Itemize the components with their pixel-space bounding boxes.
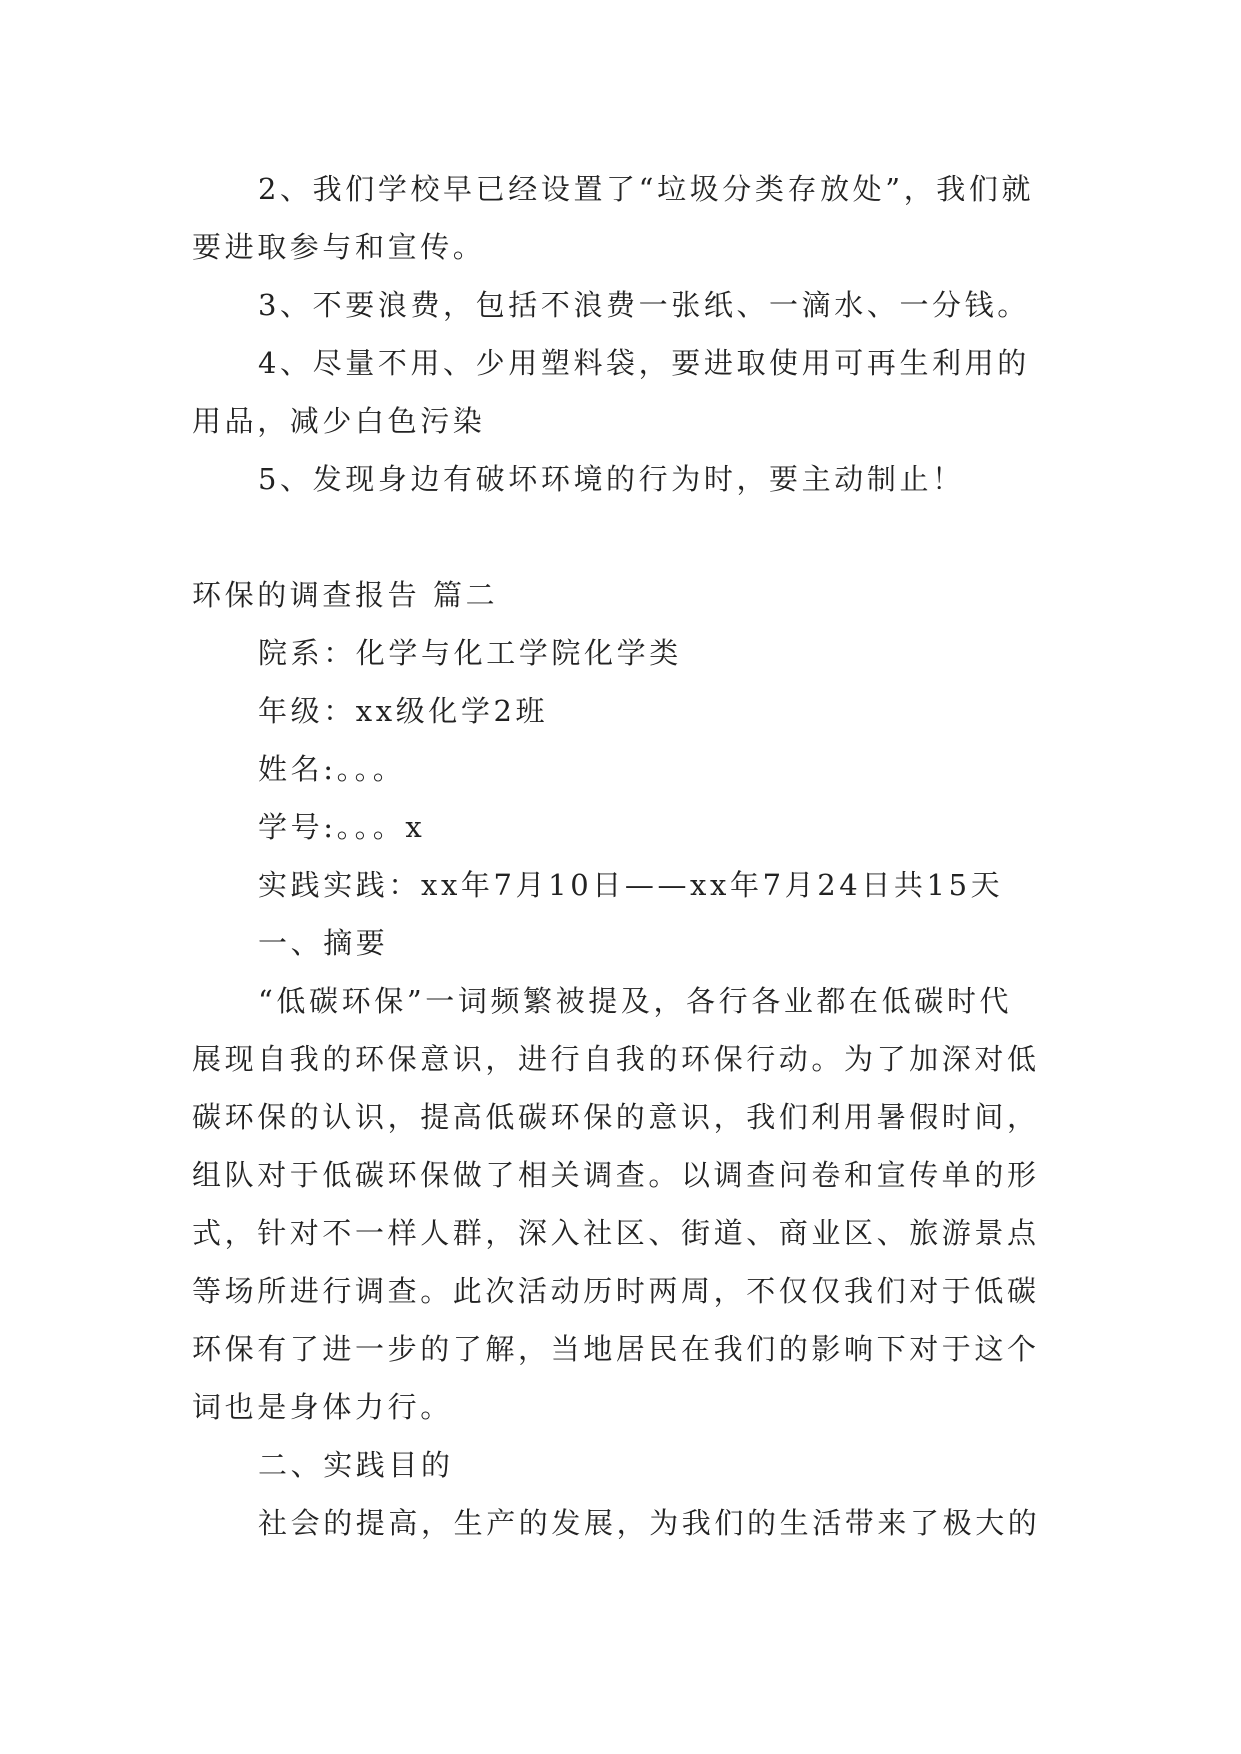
purpose-line-1: 社会的提高，生产的发展，为我们的生活带来了极大的 (258, 1506, 1041, 1540)
list-item-4-line-2: 用品，减少白色污染 (192, 404, 486, 438)
document-body (192, 160, 1054, 1552)
list-item-3: 3、不要浪费，包括不浪费一张纸、一滴水、一分钱。 (258, 288, 1030, 322)
abstract-heading: 一、摘要 (258, 926, 389, 960)
list-item-2-line-1: 2、我们学校早已经设置了“垃圾分类存放处”，我们就 (258, 172, 1035, 206)
practice-period-line: 实践实践：xx年7月10日——xx年7月24日共15天 (258, 868, 1004, 902)
abstract-line-3: 碳环保的认识，提高低碳环保的意识，我们利用暑假时间， (192, 1100, 1040, 1134)
abstract-line-6: 等场所进行调查。此次活动历时两周，不仅仅我们对于低碳 (192, 1274, 1040, 1308)
abstract-line-4: 组队对于低碳环保做了相关调查。以调查问卷和宣传单的形 (192, 1158, 1040, 1192)
list-item-2-line-2: 要进取参与和宣传。 (192, 230, 486, 264)
abstract-line-8: 词也是身体力行。 (192, 1390, 453, 1424)
section-heading: 环保的调查报告 篇二 (192, 578, 499, 612)
student-id-line: 学号:。。。x (258, 810, 426, 844)
grade-line: 年级：xx级化学2班 (258, 694, 549, 728)
department-line: 院系：化学与化工学院化学类 (258, 636, 682, 670)
purpose-heading: 二、实践目的 (258, 1448, 454, 1482)
name-line: 姓名:。。。 (258, 752, 406, 786)
list-item-5: 5、发现身边有破坏环境的行为时，要主动制止！ (258, 462, 965, 496)
abstract-line-1: “低碳环保”一词频繁被提及，各行各业都在低碳时代 (258, 984, 1013, 1018)
abstract-line-7: 环保有了进一步的了解，当地居民在我们的影响下对于这个 (192, 1332, 1040, 1366)
section-gap (192, 508, 1054, 566)
abstract-line-2: 展现自我的环保意识，进行自我的环保行动。为了加深对低 (192, 1042, 1040, 1076)
list-item-4-line-1: 4、尽量不用、少用塑料袋，要进取使用可再生利用的 (258, 346, 1030, 380)
abstract-line-5: 式，针对不一样人群，深入社区、街道、商业区、旅游景点 (192, 1216, 1040, 1250)
